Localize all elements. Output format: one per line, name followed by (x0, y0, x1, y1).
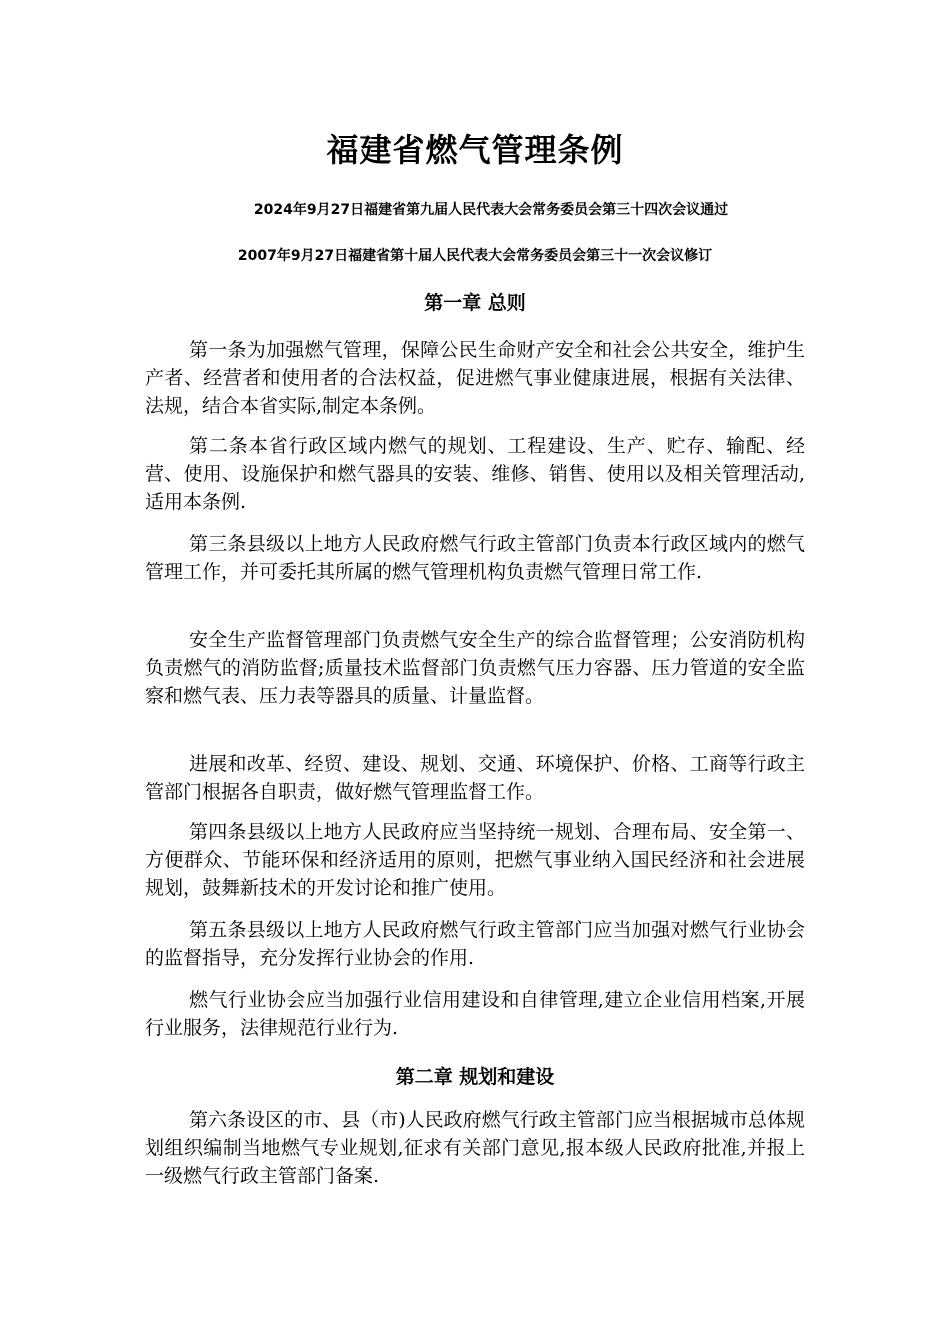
adoption-note: 2024年9月27日福建省第九届人民代表大会常务委员会第三十四次会议通过 (253, 202, 729, 218)
article-paragraph: 燃气行业协会应当加强行业信用建设和自律管理,建立企业信用档案,开展行业服务，法律规范行业行为. (145, 989, 805, 1039)
chapter-heading: 第一章 总则 (424, 292, 526, 314)
document-title: 福建省燃气管理条例 (326, 131, 624, 169)
article-paragraph: 第一条为加强燃气管理，保障公民生命财产安全和社会公共安全，维护生产者、经营者和使用者的合法权益，促进燃气事业健康进展，根据有关法律、法规，结合本省实际,制定本条例。 (145, 339, 805, 417)
article-paragraph: 第六条设区的市、县（市)人民政府燃气行政主管部门应当根据城市总体规划组织编制当地燃气专业规划,征求有关部门意见,报本级人民政府批准,并报上一级燃气行政主管部门备案. (145, 1109, 805, 1187)
article-paragraph: 进展和改革、经贸、建设、规划、交通、环境保护、价格、工商等行政主管部门根据各自职责，做好燃气管理监督工作。 (145, 753, 805, 803)
article-paragraph: 第五条县级以上地方人民政府燃气行政主管部门应当加强对燃气行业协会的监督指导，充分发挥行业协会的作用. (145, 919, 805, 969)
article-paragraph: 第三条县级以上地方人民政府燃气行政主管部门负责本行政区域内的燃气管理工作，并可委托其所属的燃气管理机构负责燃气管理日常工作. (145, 533, 805, 583)
revision-note: 2007年9月27日福建省第十届人民代表大会常务委员会第三十一次会议修订 (237, 248, 713, 264)
article-paragraph: 第二条本省行政区域内燃气的规划、工程建设、生产、贮存、输配、经营、使用、设施保护和燃气器具的安装、维修、销售、使用以及相关管理活动,适用本条例. (145, 435, 805, 513)
chapter-heading: 第二章 规划和建设 (395, 1066, 555, 1088)
article-paragraph: 第四条县级以上地方人民政府应当坚持统一规划、合理布局、安全第一、方便群众、节能环保和经济适用的原则，把燃气事业纳入国民经济和社会进展规划，鼓舞新技术的开发讨论和推广使用。 (145, 821, 805, 899)
article-paragraph: 安全生产监督管理部门负责燃气安全生产的综合监督管理；公安消防机构负责燃气的消防监督;质量技术监督部门负责燃气压力容器、压力管道的安全监察和燃气表、压力表等器具的质量、计量监督。 (145, 629, 805, 707)
